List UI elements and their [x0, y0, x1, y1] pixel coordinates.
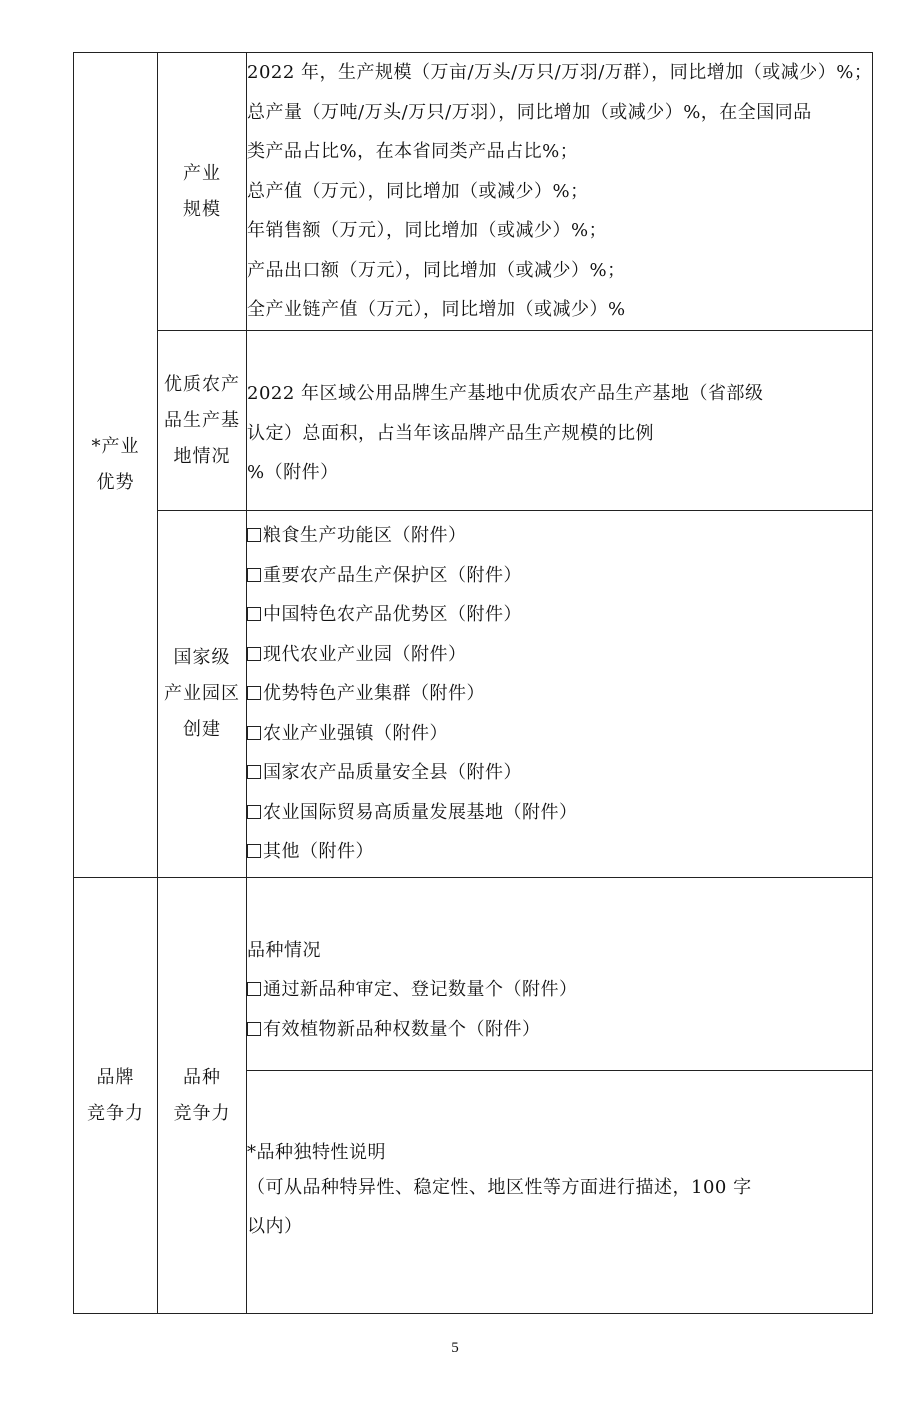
park-option-label: 中国特色农产品优势区（附件） [263, 604, 522, 626]
checkbox-icon[interactable] [247, 686, 261, 700]
checkbox-icon[interactable] [247, 568, 261, 582]
checkbox-icon[interactable] [247, 765, 261, 779]
quality-base-line: 认定）总面积，占当年该品牌产品生产规模的比例 [247, 422, 654, 444]
category-brand-competitiveness: 品牌 竞争力 [74, 878, 158, 1314]
scale-line: 总产量（万吨/万头/万只/万羽），同比增加（或减少）%，在全国同品 [247, 101, 812, 123]
park-option[interactable] [247, 674, 872, 714]
checkbox-icon[interactable] [247, 647, 261, 661]
variety-uniqueness-title: *品种独特性说明 [247, 1141, 386, 1163]
park-option[interactable] [247, 753, 872, 793]
variety-option[interactable] [247, 970, 872, 1010]
variety-option-label: 通过新品种审定、登记数量个（附件） [263, 979, 578, 1001]
park-option[interactable] [247, 556, 872, 596]
park-option[interactable] [247, 793, 872, 833]
subcategory-variety-competitiveness: 品种 竞争力 [158, 878, 247, 1314]
quality-base-content[interactable] [247, 331, 873, 511]
park-option-label: 重要农产品生产保护区（附件） [263, 564, 522, 586]
park-option-label: 粮食生产功能区（附件） [263, 525, 467, 547]
subcategory-quality-base: 优质农产 品生产基 地情况 [158, 331, 247, 511]
park-option-label: 国家农产品质量安全县（附件） [263, 762, 522, 784]
checkbox-icon[interactable] [247, 528, 261, 542]
park-option[interactable] [247, 832, 872, 872]
park-option[interactable] [247, 595, 872, 635]
variety-situation-title: 品种情况 [247, 939, 321, 961]
checkbox-icon[interactable] [247, 726, 261, 740]
subcategory-industry-scale: 产业 规模 [158, 53, 247, 331]
park-option[interactable] [247, 635, 872, 675]
park-option-label: 现代农业产业园（附件） [263, 643, 467, 665]
park-option[interactable] [247, 714, 872, 754]
park-option[interactable] [247, 516, 872, 556]
quality-base-line: %（附件） [247, 462, 339, 484]
park-option-label: 优势特色产业集群（附件） [263, 683, 485, 705]
variety-situation-content [247, 878, 873, 1071]
park-option-label: 农业国际贸易高质量发展基地（附件） [263, 801, 578, 823]
row-variety-situation [74, 878, 873, 1071]
park-option-label: 农业产业强镇（附件） [263, 722, 448, 744]
scale-line: 年销售额（万元），同比增加（或减少）%； [247, 220, 608, 242]
variety-uniqueness-content[interactable] [247, 1071, 873, 1314]
checkbox-icon[interactable] [247, 607, 261, 621]
page-number: 5 [451, 1340, 459, 1356]
variety-option-label: 有效植物新品种权数量个（附件） [263, 1018, 541, 1040]
variety-uniqueness-line: （可从品种特异性、稳定性、地区性等方面进行描述，100 字 [247, 1176, 752, 1198]
national-park-content [247, 511, 873, 878]
application-form-table [73, 52, 873, 1314]
checkbox-icon[interactable] [247, 844, 261, 858]
industry-scale-content[interactable] [247, 53, 873, 331]
scale-line: 产品出口额（万元），同比增加（或减少）%； [247, 259, 626, 281]
quality-base-line: 2022 年区域公用品牌生产基地中优质农产品生产基地（省部级 [247, 383, 764, 405]
park-option-label: 其他（附件） [263, 841, 374, 863]
scale-line: 总产值（万元），同比增加（或减少）%； [247, 180, 589, 202]
checkbox-icon[interactable] [247, 805, 261, 819]
variety-uniqueness-line: 以内） [247, 1216, 303, 1237]
variety-option[interactable] [247, 1010, 872, 1050]
scale-line: 全产业链产值（万元），同比增加（或减少）% [247, 299, 626, 321]
row-national-park [74, 511, 873, 878]
scale-line: 2022 年，生产规模（万亩/万头/万只/万羽/万群），同比增加（或减少）%； [247, 62, 873, 84]
checkbox-icon[interactable] [247, 982, 261, 996]
checkbox-icon[interactable] [247, 1022, 261, 1036]
row-quality-base [74, 331, 873, 511]
subcategory-national-park: 国家级 产业园区 创建 [158, 511, 247, 878]
scale-line: 类产品占比%，在本省同类产品占比%； [247, 141, 579, 163]
category-industry-advantage: *产业 优势 [74, 53, 158, 878]
row-industry-scale [74, 53, 873, 331]
